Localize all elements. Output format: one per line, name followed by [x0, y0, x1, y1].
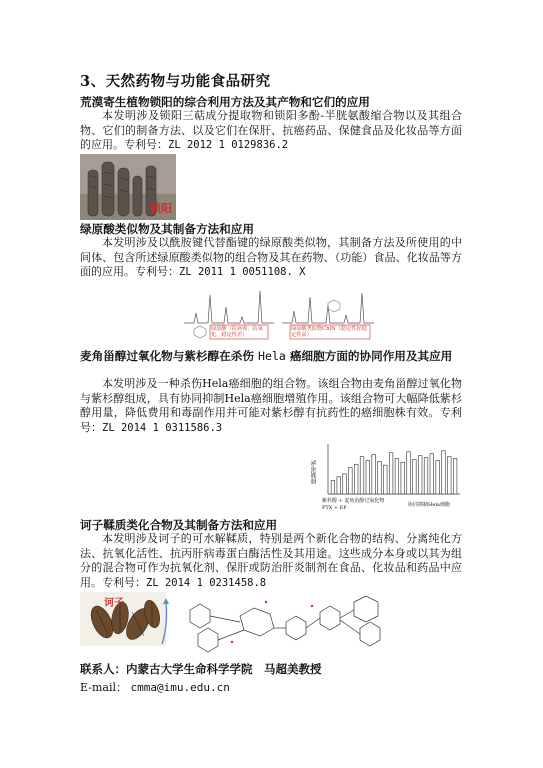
section-title: 3、天然药物与功能食品研究	[80, 73, 271, 90]
suoyang-photo	[80, 154, 176, 220]
item-3-title	[80, 349, 462, 364]
bar-6	[360, 457, 364, 494]
item-2-patent: ZL 2011 1 0051108. X	[179, 266, 306, 278]
contact-line: 联系人：内蒙古大学生命科学学院 马超美教授	[80, 662, 322, 676]
item-1-body-text: 本发明涉及锁阳三萜成分提取物和锁阳多酚-半胱氨酸缩合物以及其组合物、它们的制备方法、以及它们在保肝、抗癌药品、保健食品及化妆品等方面的应用。专利号：	[80, 109, 462, 151]
bar-13	[401, 462, 405, 494]
item-4-body	[80, 532, 462, 590]
bar-4	[349, 468, 353, 494]
item-1-body	[80, 109, 462, 153]
bar-10	[383, 465, 387, 494]
email-line	[80, 679, 230, 695]
bar-1	[331, 481, 335, 494]
bar-3	[343, 474, 347, 494]
chlorogenic-label: 绿原酸（抗病毒、抗氧化、稳定性差）	[211, 326, 263, 338]
arrow-icon	[160, 596, 170, 646]
bar-12	[395, 458, 399, 494]
email-link[interactable]: cmma@imu.edu.cn	[130, 681, 230, 694]
bar-15	[413, 459, 417, 494]
item-3-body-text: 本发明涉及一种杀伤Hela癌细胞的组合物。该组合物由麦角甾醇过氧化物与紫杉醇组成，具有协同抑制Hela癌细胞增殖作用。该组合物可大幅降低紫杉醇用量，降低费用和毒副作用并可能对紫杉醇有抗药性的癌细胞株有效。专利号：	[80, 377, 462, 434]
item-2-title: 绿原酸类似物及其制备方法和应用	[80, 222, 254, 236]
item-3-title-part1: 麦角甾醇过氧化物与紫杉醇在杀伤	[80, 349, 254, 363]
item-3-title-part3: 癌细胞方面的协同作用及其应用	[289, 349, 453, 363]
item-2-body-text: 本发明涉及以酰胺键代替酯键的绿原酸类似物，其制备方法及所使用的中间体、包含所述绿原酸类似物的组合物及其在药物、（功能）食品、化妆品等方面的应用。专利号：	[80, 236, 462, 278]
bar-18	[430, 454, 434, 494]
item-2-body	[80, 236, 462, 280]
chart-x-note-right: 协同抑制Hela细胞	[408, 502, 450, 508]
bar-11	[389, 453, 393, 494]
item-1-patent: ZL 2012 1 0129836.2	[168, 139, 289, 151]
item-4-title: 诃子鞣质类化合物及其制备方法和应用	[80, 518, 278, 532]
bar-9	[378, 461, 382, 494]
chlorogenic-figure	[180, 283, 376, 341]
bar-22	[453, 458, 457, 494]
bar-20	[442, 451, 446, 494]
chart-y-label: 抑制率%	[311, 460, 318, 484]
item-3-patent: ZL 2014 1 0311586.3	[102, 421, 223, 434]
bar-14	[407, 452, 411, 494]
chart-x-sub-left: PTX + EP	[322, 505, 347, 511]
bar-21	[447, 457, 451, 494]
bar-19	[436, 460, 440, 494]
tannin-structure-graphic	[170, 590, 402, 654]
analog-label: 绿原酸类似物ChlN（稳定性好稳定性高）	[291, 326, 367, 338]
item-4-patent: ZL 2014 1 0231458.8	[146, 576, 267, 589]
email-label: E-mail：	[80, 681, 127, 694]
hezi-photo-label: 诃子	[104, 598, 124, 609]
bar-2	[337, 477, 341, 494]
bar-8	[372, 455, 376, 494]
item-4-body-text: 本发明涉及诃子的可水解鞣质，特别是两个新化合物的结构、分离纯化方法、抗氧化活性、抗丙肝病毒蛋白酶活性及其用途。这些成分本身或以其为组分的混合物可作为抗氧化剂、保肝或防治肝炎制剂在食品、化妆品和药品中应用。专利号：	[80, 532, 462, 589]
bar-7	[366, 460, 370, 494]
suoyang-photo-label: 锁阳	[150, 202, 172, 215]
item-3-body	[80, 377, 462, 435]
hezi-photo	[80, 592, 166, 646]
item-1-title: 荒漠寄生植物锁阳的综合利用方法及其产物和它们的应用	[80, 95, 370, 109]
bar-16	[418, 456, 422, 494]
item-3-title-hela: Hela	[257, 349, 286, 363]
arrow-curve	[160, 596, 170, 646]
bar-17	[424, 458, 428, 494]
bar-5	[354, 464, 358, 494]
chart-x-note-left: 紫杉醇 + 麦角甾醇过氧化物	[322, 498, 385, 504]
tannin-structure	[170, 590, 402, 654]
synergy-bar-chart	[312, 442, 462, 514]
